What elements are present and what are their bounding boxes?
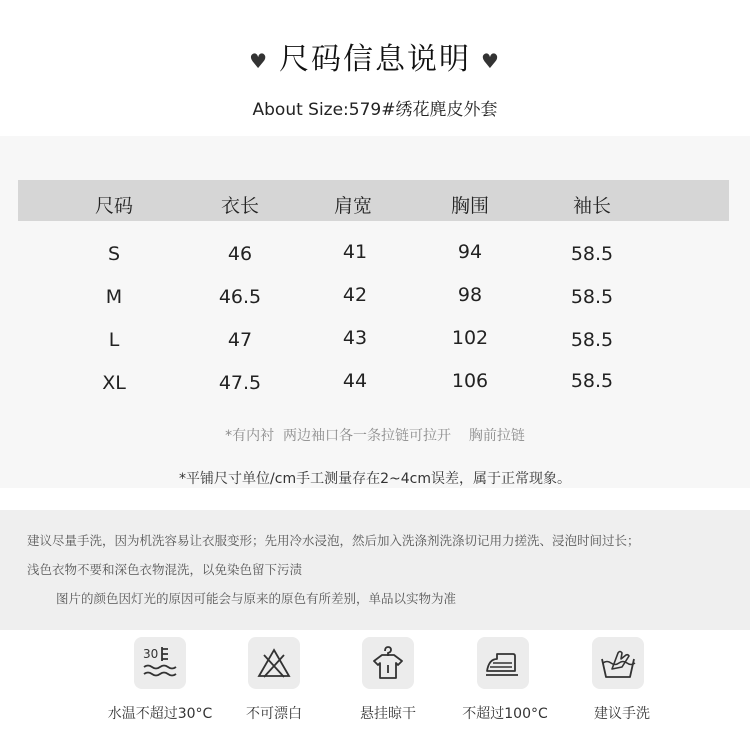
no-bleach-icon (248, 637, 300, 689)
hang-dry-icon (362, 637, 414, 689)
table-cell: 58.5 (570, 329, 614, 351)
table-cell: 106 (451, 370, 489, 392)
care-icon-label: 不可漂白 (246, 706, 302, 722)
table-cell: 102 (451, 327, 489, 349)
care-icon-label: 不超过100°C (462, 706, 548, 722)
title-text: 尺码信息说明 (279, 42, 471, 77)
page-title (0, 34, 750, 78)
divider (0, 488, 750, 510)
table-cell: 43 (342, 327, 368, 349)
care-icons-row (0, 630, 750, 754)
column-header-chest: 胸围 (450, 195, 489, 217)
care-icon-label: 建议手洗 (594, 706, 650, 722)
water-temp-value: 30 (143, 647, 159, 661)
iron-icon (477, 637, 529, 689)
table-cell: 94 (457, 241, 483, 263)
care-icon-label: 悬挂晾干 (360, 706, 416, 722)
table-cell: 58.5 (570, 286, 614, 308)
table-row (0, 241, 750, 271)
table-cell: 44 (342, 370, 368, 392)
table-row (0, 370, 750, 400)
care-text-line: 建议尽量手洗，因为机洗容易让衣服变形；先用冷水浸泡，然后加入洗涤剂洗涤切记用力搓洗、浸泡时间过长； (27, 533, 640, 548)
table-cell: 46 (227, 243, 253, 265)
table-row (0, 284, 750, 314)
subtitle: About Size:579#绣花麂皮外套 (252, 100, 498, 120)
table-cell: L (108, 329, 120, 351)
care-text-line: 浅色衣物不要和深色衣物混洗，以免染色留下污渍 (27, 562, 303, 577)
table-cell: 58.5 (570, 243, 614, 265)
table-cell: M (105, 286, 123, 308)
heart-icon: ♥ (481, 48, 501, 73)
table-cell: 41 (342, 241, 368, 263)
care-icon-label: 水温不超过30°C (107, 706, 213, 722)
water-temp-30-icon (134, 637, 186, 689)
care-text-line: 图片的颜色因灯光的原因可能会与原来的原色有所差别，单品以实物为准 (56, 591, 457, 606)
column-header-shoulder: 肩宽 (333, 195, 372, 217)
garment-detail-note: *有内衬 两边袖口各一条拉链可拉开 胸前拉链 (225, 428, 525, 444)
column-header-sleeve: 袖长 (572, 195, 611, 217)
table-cell: 58.5 (570, 370, 614, 392)
header (0, 0, 750, 136)
table-cell: 46.5 (218, 286, 262, 308)
table-cell: 47.5 (218, 372, 262, 394)
heart-icon: ♥ (249, 48, 269, 73)
table-cell: 47 (227, 329, 253, 351)
table-cell: S (107, 243, 121, 265)
table-cell: 42 (342, 284, 368, 306)
hand-wash-icon (592, 637, 644, 689)
table-cell: 98 (457, 284, 483, 306)
table-cell: XL (102, 372, 126, 394)
column-header-size: 尺码 (94, 195, 133, 217)
measurement-note: *平铺尺寸单位/cm手工测量存在2~4cm误差，属于正常现象。 (179, 471, 571, 487)
column-header-length: 衣长 (220, 195, 259, 217)
table-row (0, 327, 750, 357)
care-instructions (0, 510, 750, 630)
